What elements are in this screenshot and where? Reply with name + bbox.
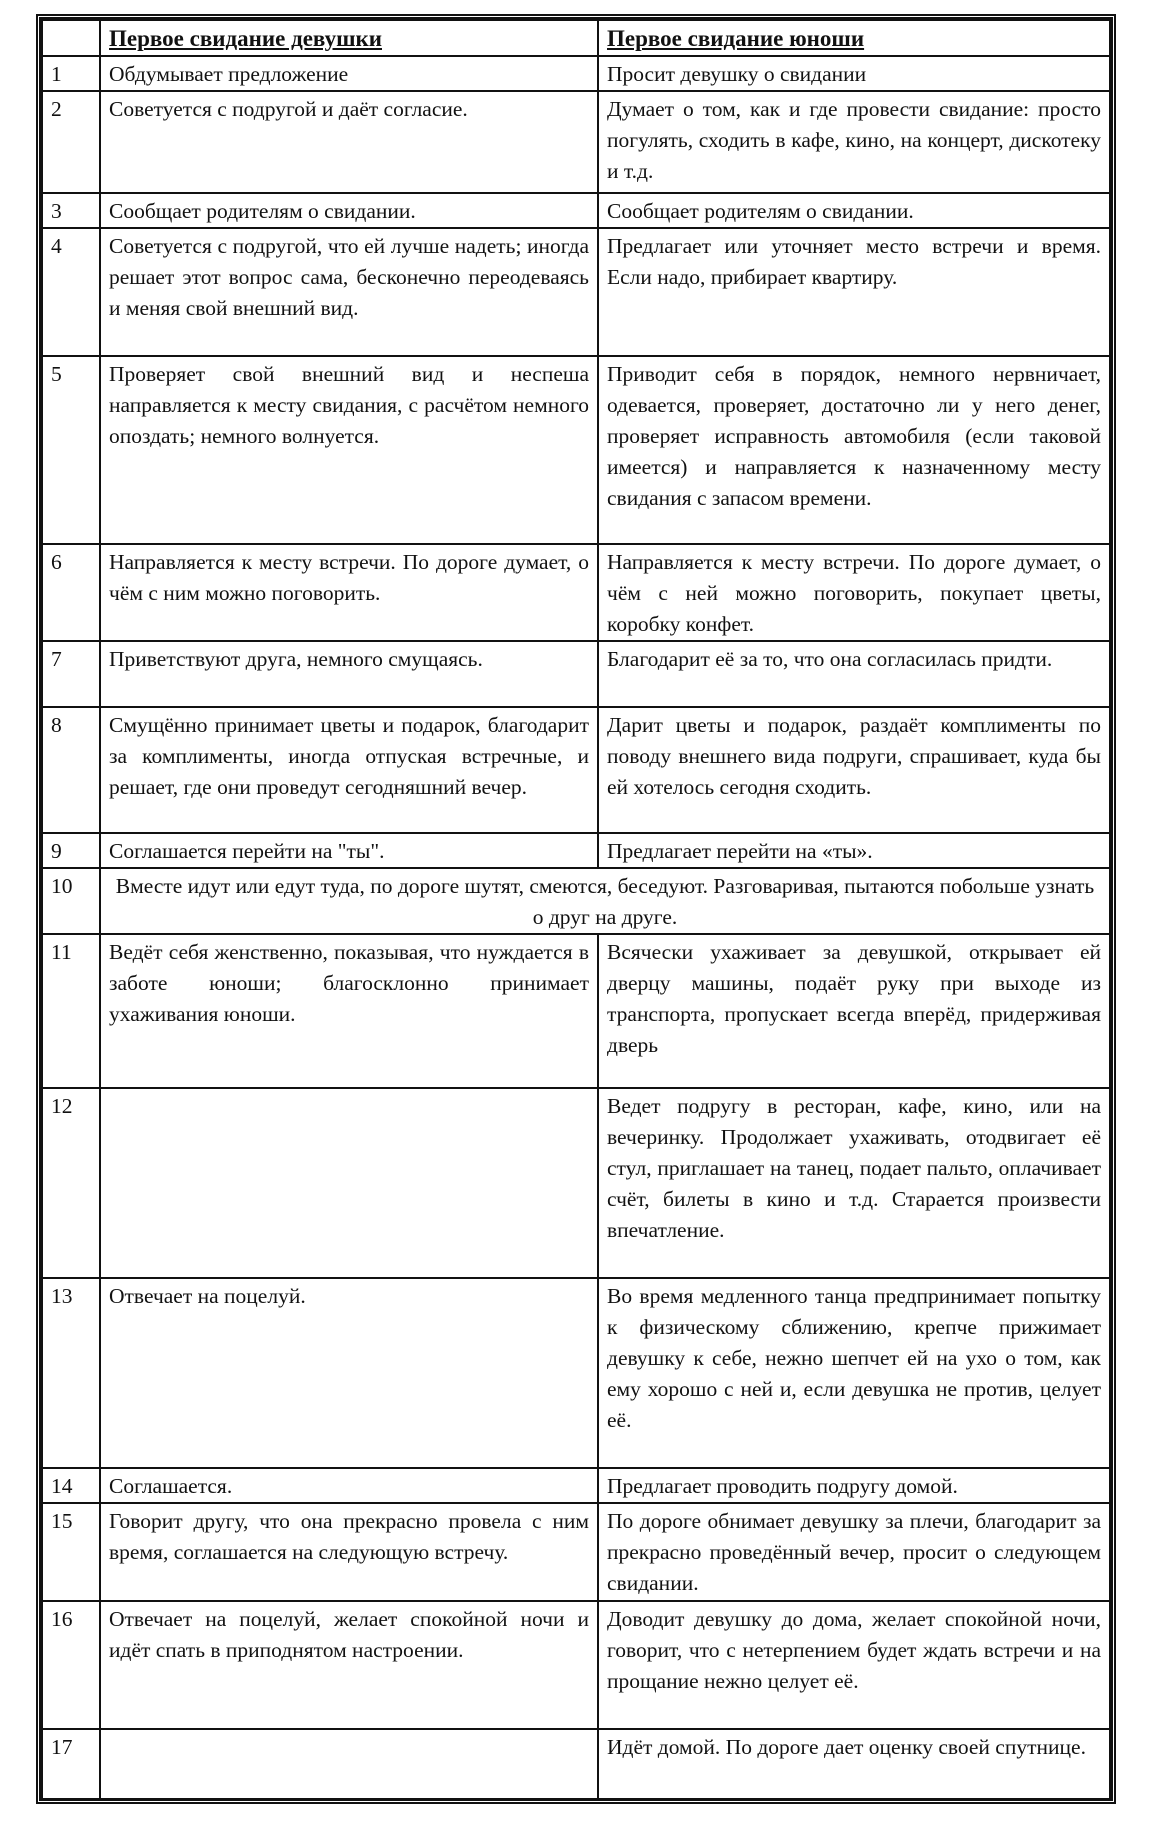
header-girl: Первое свидание девушки	[100, 20, 598, 56]
girl-cell	[100, 1729, 598, 1799]
girl-cell: Советуется с подругой и даёт согласие.	[100, 91, 598, 193]
table-row	[42, 833, 1110, 868]
row-number: 6	[42, 544, 100, 641]
boy-cell: Просит девушку о свидании	[598, 56, 1110, 91]
boy-cell: Всячески ухаживает за девушкой, открывает ей дверцу машины, подаёт руку при выходе из транспорта, пропускает всегда вперёд, придерживая дверь	[598, 934, 1110, 1088]
boy-cell: Во время медленного танца предпринимает попытку к физическому сближению, крепче прижимает девушку к себе, нежно шепчет ей на ухо о том, как ему хорошо с ней и, если девушка не против, целует её.	[598, 1278, 1110, 1468]
boy-cell: Благодарит её за то, что она согласилась придти.	[598, 641, 1110, 707]
table-row	[42, 1088, 1110, 1278]
row-number: 1	[42, 56, 100, 91]
boy-cell: Дарит цветы и подарок, раздаёт комплименты по поводу внешнего вида подруги, спрашивает, куда бы ей хотелось сегодня сходить.	[598, 707, 1110, 833]
boy-cell: Сообщает родителям о свидании.	[598, 193, 1110, 228]
girl-cell	[100, 1088, 598, 1278]
row-number: 13	[42, 1278, 100, 1468]
table-row	[42, 707, 1110, 833]
girl-cell: Ведёт себя женственно, показывая, что нуждается в заботе юноши; благосклонно принимает ухаживания юноши.	[100, 934, 598, 1088]
table-row	[42, 868, 1110, 934]
row-number: 5	[42, 356, 100, 544]
row-number: 10	[42, 868, 100, 934]
table-row	[42, 1601, 1110, 1729]
girl-cell: Обдумывает предложение	[100, 56, 598, 91]
row-number: 2	[42, 91, 100, 193]
boy-cell: По дороге обнимает девушку за плечи, благодарит за прекрасно проведённый вечер, просит о следующем свидании.	[598, 1503, 1110, 1601]
row-number: 9	[42, 833, 100, 868]
girl-cell: Смущённо принимает цветы и подарок, благодарит за комплименты, иногда отпуская встречные, и решает, где они проведут сегодняшний вечер.	[100, 707, 598, 833]
girl-cell: Говорит другу, что она прекрасно провела с ним время, соглашается на следующую встречу.	[100, 1503, 598, 1601]
row-number: 8	[42, 707, 100, 833]
table-row	[42, 56, 1110, 91]
girl-cell: Приветствуют друга, немного смущаясь.	[100, 641, 598, 707]
table-row	[42, 934, 1110, 1088]
shared-cell: Вместе идут или едут туда, по дороге шутят, смеются, беседуют. Разговаривая, пытаются побольше узнать о друг на друге.	[100, 868, 1110, 934]
girl-cell: Советуется с подругой, что ей лучше надеть; иногда решает этот вопрос сама, бесконечно переодеваясь и меняя свой внешний вид.	[100, 228, 598, 356]
header-boy: Первое свидание юноши	[598, 20, 1110, 56]
girl-cell: Отвечает на поцелуй.	[100, 1278, 598, 1468]
row-number: 14	[42, 1468, 100, 1503]
table-row	[42, 356, 1110, 544]
table-row	[42, 193, 1110, 228]
table-row	[42, 1729, 1110, 1799]
boy-cell: Доводит девушку до дома, желает спокойной ночи, говорит, что с нетерпением будет ждать встречи и на прощание нежно целует её.	[598, 1601, 1110, 1729]
girl-cell: Направляется к месту встречи. По дороге думает, о чём с ним можно поговорить.	[100, 544, 598, 641]
row-number: 11	[42, 934, 100, 1088]
girl-cell: Соглашается.	[100, 1468, 598, 1503]
row-number: 3	[42, 193, 100, 228]
girl-cell: Сообщает родителям о свидании.	[100, 193, 598, 228]
row-number: 12	[42, 1088, 100, 1278]
girl-cell: Соглашается перейти на "ты".	[100, 833, 598, 868]
table-row	[42, 91, 1110, 193]
boy-cell: Предлагает или уточняет место встречи и время. Если надо, прибирает квартиру.	[598, 228, 1110, 356]
table-row	[42, 1503, 1110, 1601]
girl-cell: Отвечает на поцелуй, желает спокойной ночи и идёт спать в приподнятом настроении.	[100, 1601, 598, 1729]
dating-comparison-table	[41, 19, 1111, 1800]
header-row	[42, 20, 1110, 56]
table-row	[42, 1468, 1110, 1503]
boy-cell: Думает о том, как и где провести свидание: просто погулять, сходить в кафе, кино, на концерт, дискотеку и т.д.	[598, 91, 1110, 193]
document-page	[36, 14, 1116, 1804]
boy-cell: Приводит себя в порядок, немного нервничает, одевается, проверяет, достаточно ли у него денег, проверяет исправность автомобиля (если таковой имеется) и направляется к назначенному месту свидания с запасом времени.	[598, 356, 1110, 544]
row-number: 15	[42, 1503, 100, 1601]
boy-cell: Предлагает проводить подругу домой.	[598, 1468, 1110, 1503]
girl-cell: Проверяет свой внешний вид и неспеша направляется к месту свидания, с расчётом немного опоздать; немного волнуется.	[100, 356, 598, 544]
table-row	[42, 641, 1110, 707]
table-row	[42, 544, 1110, 641]
boy-cell: Идёт домой. По дороге дает оценку своей спутнице.	[598, 1729, 1110, 1799]
table-row	[42, 228, 1110, 356]
boy-cell: Направляется к месту встречи. По дороге думает, о чём с ней можно поговорить, покупает цветы, коробку конфет.	[598, 544, 1110, 641]
row-number: 16	[42, 1601, 100, 1729]
row-number: 17	[42, 1729, 100, 1799]
boy-cell: Ведет подругу в ресторан, кафе, кино, или на вечеринку. Продолжает ухаживать, отодвигает её стул, приглашает на танец, подает пальто, оплачивает счёт, билеты в кино и т.д. Старается произвести впечатление.	[598, 1088, 1110, 1278]
row-number: 4	[42, 228, 100, 356]
table-row	[42, 1278, 1110, 1468]
row-number: 7	[42, 641, 100, 707]
boy-cell: Предлагает перейти на «ты».	[598, 833, 1110, 868]
header-number	[42, 20, 100, 56]
